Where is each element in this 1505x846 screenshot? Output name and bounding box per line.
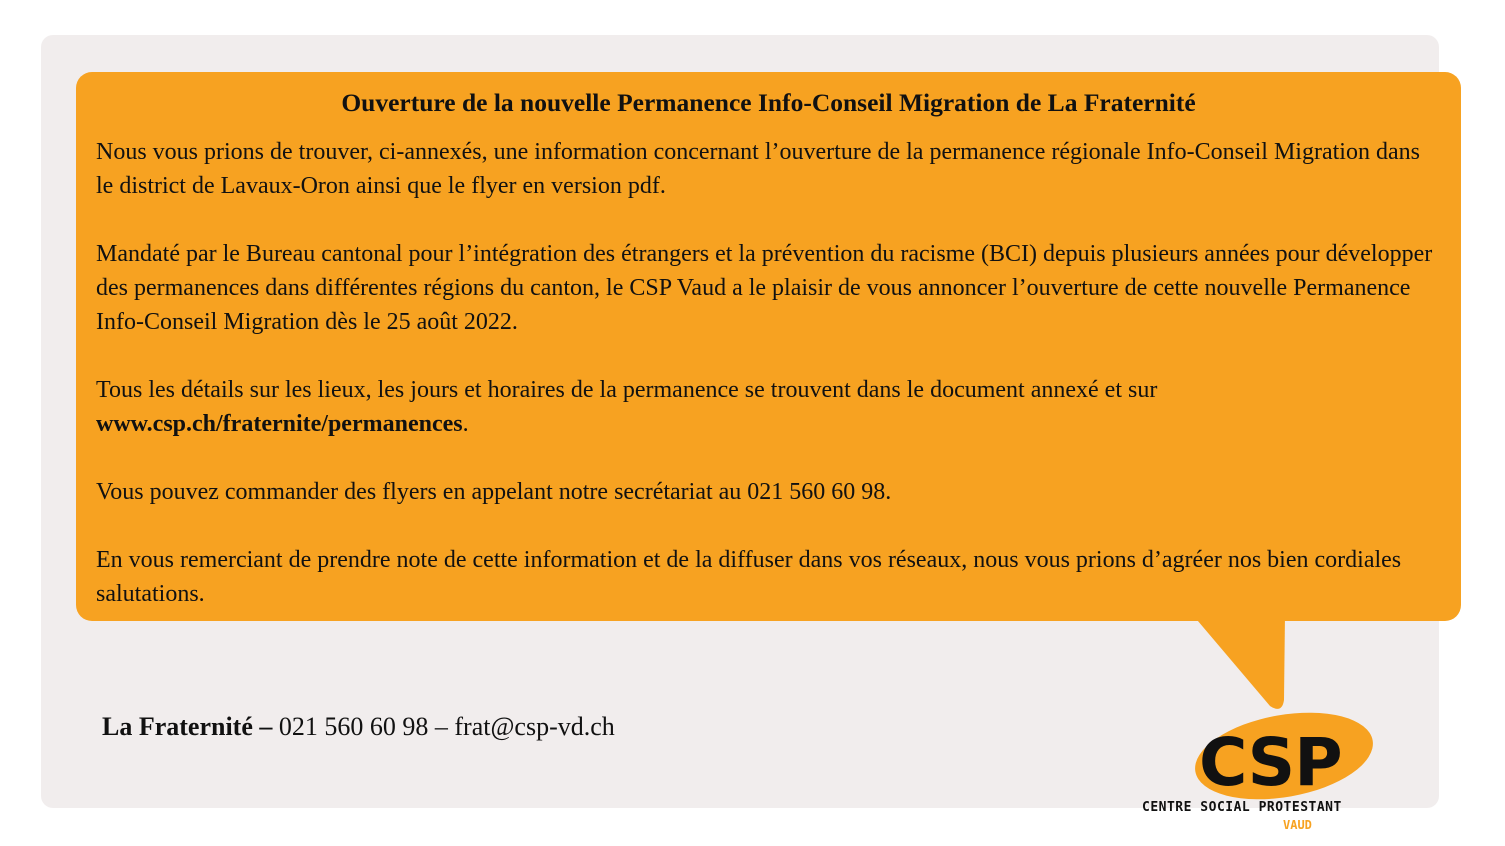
footer-org: La Fraternité – xyxy=(102,712,273,741)
csp-logo xyxy=(1135,712,1380,842)
logo-region: VAUD xyxy=(1283,818,1312,832)
speech-bubble xyxy=(76,72,1461,621)
paragraph-mandate: Mandaté par le Bureau cantonal pour l’intégration des étrangers et la prévention du racisme (BCI) depuis plusieurs années pour développer des permanences dans différentes régions du canton, le CSP Vaud a le plaisir de vous annoncer l’ouverture de cette nouvelle Permanence Info-Conseil Migration dès le 25 août 2022. xyxy=(96,241,1433,335)
message-title: Ouverture de la nouvelle Permanence Info-Conseil Migration de La Fraternité xyxy=(341,88,1196,117)
footer-contact xyxy=(102,710,615,744)
logo-org-name: CENTRE SOCIAL PROTESTANT xyxy=(1142,800,1342,815)
speech-bubble-tail xyxy=(1190,614,1290,714)
details-end: . xyxy=(462,411,469,437)
paragraph-details xyxy=(96,373,1441,441)
paragraph-intro: Nous vous prions de trouver, ci-annexés, une information concernant l’ouverture de la permanence régionale Info-Conseil Migration dans le district de Lavaux-Oron ainsi que le flyer en version pdf. xyxy=(96,139,1420,199)
logo-letters: CSP xyxy=(1199,724,1342,801)
paragraph-closing: En vous remerciant de prendre note de cette information et de la diffuser dans vos réseaux, nous vous prions d’agréer nos bien cordiales salutations. xyxy=(96,547,1402,607)
paragraph-flyers: Vous pouvez commander des flyers en appelant notre secrétariat au 021 560 60 98. xyxy=(96,479,892,505)
details-text: Tous les détails sur les lieux, les jours et horaires de la permanence se trouvent dans le document annexé et sur xyxy=(96,377,1158,403)
permanences-link[interactable]: www.csp.ch/fraternite/permanences xyxy=(96,411,463,437)
footer-contact-details: 021 560 60 98 – frat@csp-vd.ch xyxy=(272,712,615,741)
